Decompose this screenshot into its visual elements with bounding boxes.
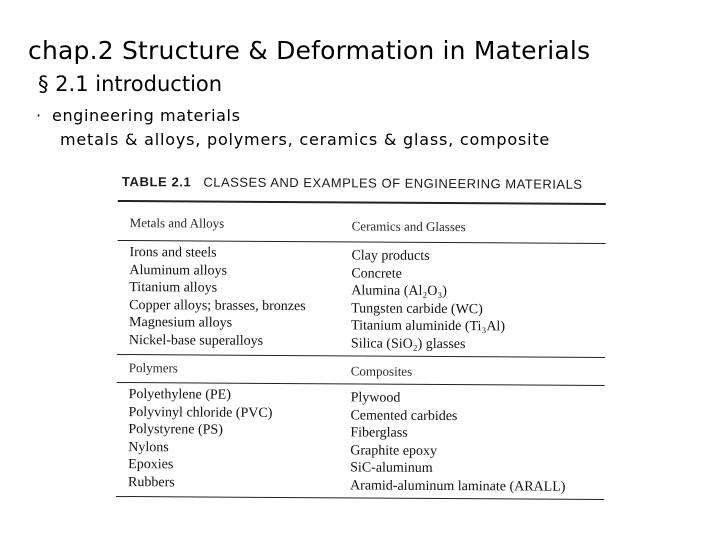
column-heading-composites: Composites (350, 363, 413, 379)
list-item: Rubbers (128, 474, 175, 490)
table-caption-text: CLASSES AND EXAMPLES OF ENGINEERING MATERIALS (203, 174, 583, 192)
list-item: Titanium alloys (129, 280, 218, 296)
list-item: Alumina (Al₂O₃) (351, 283, 448, 300)
list-item: Aluminum alloys (129, 262, 228, 279)
list-item: SiC-aluminum (350, 460, 433, 476)
list-item: Epoxies (128, 457, 174, 473)
slide-title: chap.2 Structure & Deformation in Materials (28, 36, 591, 65)
materials-table (116, 168, 614, 501)
list-item: Concrete (351, 265, 402, 282)
ceramics-list (351, 247, 506, 353)
section-heading: § 2.1 introduction (38, 72, 223, 96)
list-item: Nylons (128, 439, 169, 455)
table-number: TABLE 2.1 (121, 174, 192, 190)
list-item: Clay products (351, 248, 430, 264)
list-item: Graphite epoxy (350, 442, 438, 459)
bullet-text: engineering materials (52, 106, 241, 125)
list-item: Aramid-aluminum laminate (ARALL) (350, 477, 566, 495)
metals-list (129, 244, 306, 350)
list-item: Polyethylene (PE) (128, 387, 231, 403)
table-bottom-rule (116, 496, 604, 500)
list-item: Nickel-base superalloys (128, 332, 264, 349)
list-item: Tungsten carbide (WC) (351, 300, 483, 317)
composites-list (350, 389, 566, 495)
list-item: Titanium aluminide (Ti₃Al) (350, 318, 506, 335)
table-middle-rule (117, 354, 605, 358)
polymers-list (128, 386, 273, 492)
list-item: Irons and steels (129, 245, 217, 261)
list-item: Magnesium alloys (129, 315, 233, 331)
table-top-rule (118, 200, 606, 205)
column-heading-metals: Metals and Alloys (129, 215, 225, 231)
bullet-dot-icon: · (36, 106, 42, 125)
table-header-rule (118, 240, 606, 244)
list-item: Cemented carbides (350, 407, 458, 424)
list-item: Fiberglass (350, 425, 408, 441)
table-subheader-rule (117, 382, 605, 386)
bullet-item (36, 106, 241, 125)
list-item: Copper alloys; brasses, bronzes (129, 297, 306, 314)
list-item: Plywood (350, 390, 401, 406)
list-item: Polystyrene (PS) (128, 422, 223, 438)
column-heading-polymers: Polymers (128, 360, 178, 376)
column-heading-ceramics: Ceramics and Glasses (351, 218, 466, 235)
list-item: Polyvinyl chloride (PVC) (128, 404, 273, 421)
table-caption (122, 174, 583, 192)
list-item: Silica (SiO₂) glasses (350, 335, 466, 352)
bullet-subtext: metals & alloys, polymers, ceramics & glass, composite (60, 130, 551, 149)
